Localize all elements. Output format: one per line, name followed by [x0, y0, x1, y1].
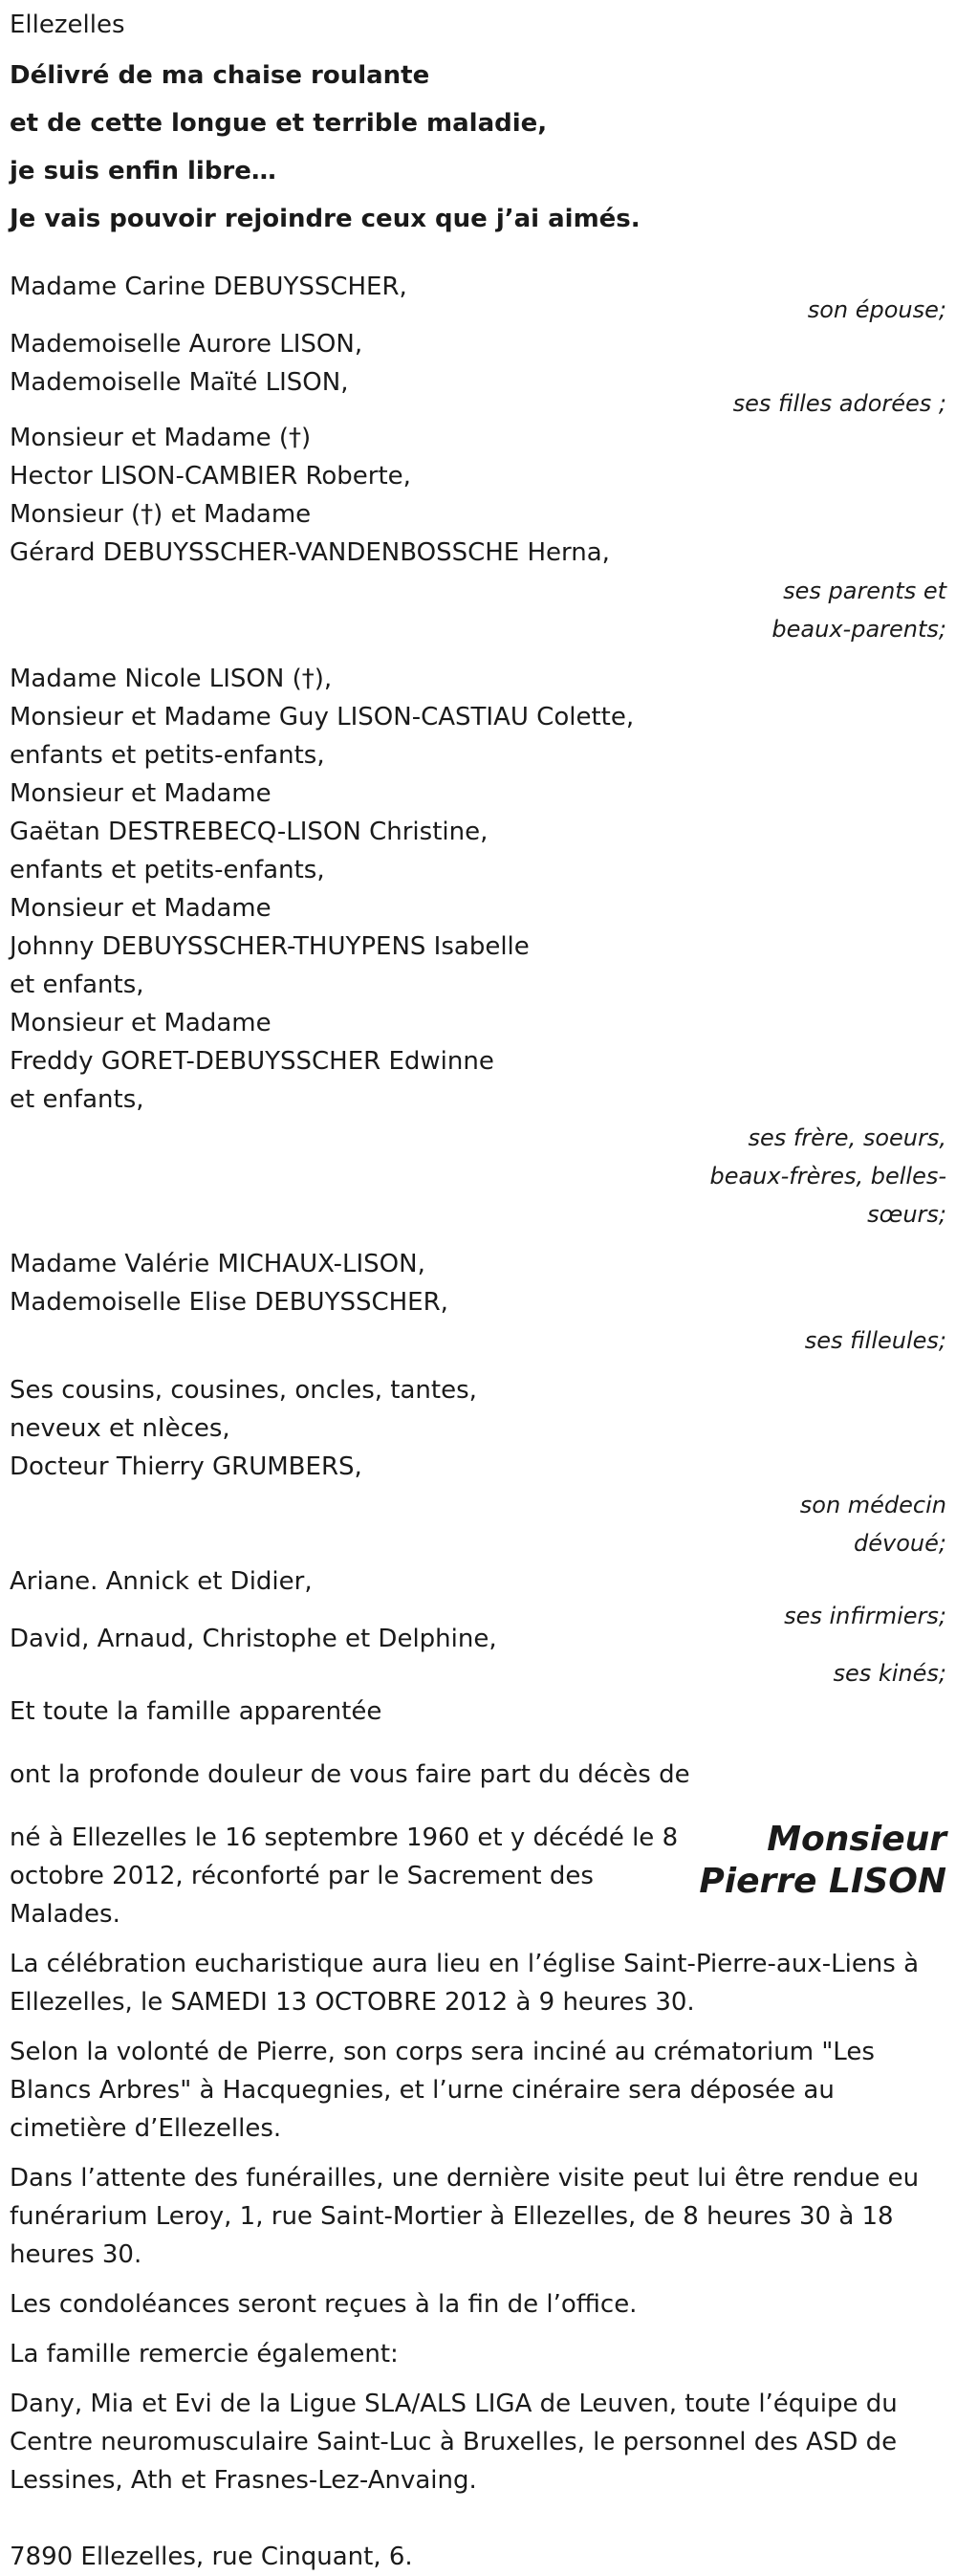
relation-line: beaux-frères, belles- [709, 1163, 946, 1190]
deceased-title: Monsieur [767, 1820, 946, 1859]
family-name: Monsieur et Madame [10, 894, 272, 923]
relation-line: dévoué; [854, 1530, 946, 1557]
family-group-cousins-doctor [10, 1371, 946, 1562]
family-group-spouse [10, 268, 946, 329]
poem-line: et de cette longue et terrible maladie, [10, 109, 548, 138]
family-name: Freddy GORET-DEBUYSSCHER Edwinne [10, 1047, 494, 1076]
family-name: Monsieur et Madame Guy LISON-CASTIAU Colette, [10, 703, 635, 731]
family-name: Hector LISON-CAMBIER Roberte, [10, 462, 411, 491]
family-name: Monsieur et Madame [10, 1009, 272, 1037]
family-group-siblings [10, 660, 946, 1233]
deceased-full-name: Pierre LISON [699, 1862, 946, 1901]
family-name: Mademoiselle Elise DEBUYSSCHER, [10, 1288, 448, 1317]
thanks-intro: La famille remercie également: [10, 2340, 399, 2369]
relation-line: ses frère, soeurs, [748, 1124, 946, 1151]
poem-line: je suis enfin libre… [10, 157, 276, 186]
relation-line: ses parents et [783, 578, 946, 604]
relation-line: ses infirmiers; [784, 1603, 946, 1629]
family-name: Madame Valérie MICHAUX-LISON, [10, 1250, 425, 1278]
family-name: Monsieur et Madame (†) [10, 424, 312, 452]
thanks-list: Dany, Mia et Evi de la Ligue SLA/ALS LIGA de Leuven, toute l’équipe du Centre neuromusculaire Saint-Luc à Bruxelles, le personnel des ASD de Lessines, Ath et Frasnes-Lez-Anvaing. [10, 2390, 898, 2495]
relation-line: ses filles adorées ; [732, 390, 946, 417]
cremation-text: Selon la volonté de Pierre, son corps sera inciné au crématorium "Les Blancs Arbres" à Hacquegnies, et l’urne cinéraire sera déposée au cimetière d’Ellezelles. [10, 2038, 875, 2143]
family-name: Mademoiselle Aurore LISON, [10, 330, 363, 359]
relation-label [10, 1321, 946, 1360]
family-name: et enfants, [10, 1085, 144, 1114]
relation-line: sœurs; [867, 1201, 946, 1228]
family-group-parents [10, 419, 946, 648]
family-name: Mademoiselle Maïté LISON, [10, 368, 349, 397]
poem [10, 52, 946, 243]
family-group-physios [10, 1620, 946, 1692]
announcement: ont la profonde douleur de vous faire part du décès de [10, 1760, 690, 1789]
visit-text: Dans l’attente des funérailles, une dernière visite peut lui être rendue eu funérarium Leroy, 1, rue Saint-Mortier à Ellezelles, de 8 heures 30 à 18 heures 30. [10, 2164, 920, 2269]
relation-line: ses kinés; [833, 1660, 946, 1687]
relation-label [10, 572, 946, 648]
family-name: enfants et petits-enfants, [10, 741, 325, 770]
family-group-goddaughters [10, 1245, 946, 1360]
birth-death-text: né à Ellezelles le 16 septembre 1960 et y décédé le 8 octobre 2012, réconforté par le Sacrement des Malades. [10, 1823, 679, 1929]
family-name: Docteur Thierry GRUMBERS, [10, 1452, 362, 1481]
family-group-daughters [10, 325, 946, 423]
address: 7890 Ellezelles, rue Cinquant, 6. [10, 2543, 413, 2571]
relation-line: son épouse; [807, 296, 946, 323]
ceremony-text: La célébration eucharistique aura lieu en l’église Saint-Pierre-aux-Liens à Ellezelles, le SAMEDI 13 OCTOBRE 2012 à 9 heures 30. [10, 1950, 920, 2017]
family-name: Gérard DEBUYSSCHER-VANDENBOSSCHE Herna, [10, 538, 610, 567]
family-name: enfants et petits-enfants, [10, 856, 325, 884]
family-name: Gaëtan DESTREBECQ-LISON Christine, [10, 818, 489, 846]
relation-line: ses filleules; [804, 1327, 946, 1354]
relation-label [10, 1486, 946, 1562]
family-name: David, Arnaud, Christophe et Delphine, [10, 1625, 497, 1653]
family-name: Madame Carine DEBUYSSCHER, [10, 273, 407, 301]
poem-line: Délivré de ma chaise roulante [10, 61, 430, 90]
relation-line: son médecin [799, 1492, 946, 1518]
deceased-name [699, 1819, 946, 1903]
relation-label [10, 1119, 946, 1233]
family-name: Ariane. Annick et Didier, [10, 1567, 313, 1596]
relation-line: beaux-parents; [771, 616, 946, 643]
poem-line: Je vais pouvoir rejoindre ceux que j’ai aimés. [10, 205, 641, 233]
extended-family: Et toute la famille apparentée [10, 1697, 382, 1726]
family-name: et enfants, [10, 971, 144, 999]
condolences-text: Les condoléances seront reçues à la fin de l’office. [10, 2290, 638, 2319]
family-name: Madame Nicole LISON (†), [10, 665, 333, 693]
family-name: Monsieur et Madame [10, 779, 272, 808]
family-name: Johnny DEBUYSSCHER-THUYPENS Isabelle [10, 932, 530, 961]
deceased-block [10, 1819, 946, 1933]
family-name: Ses cousins, cousines, oncles, tantes, [10, 1376, 477, 1405]
family-name: Monsieur (†) et Madame [10, 500, 312, 529]
city-heading: Ellezelles [10, 11, 125, 39]
relation-label [10, 1654, 946, 1692]
family-name: neveux et nIèces, [10, 1414, 230, 1443]
